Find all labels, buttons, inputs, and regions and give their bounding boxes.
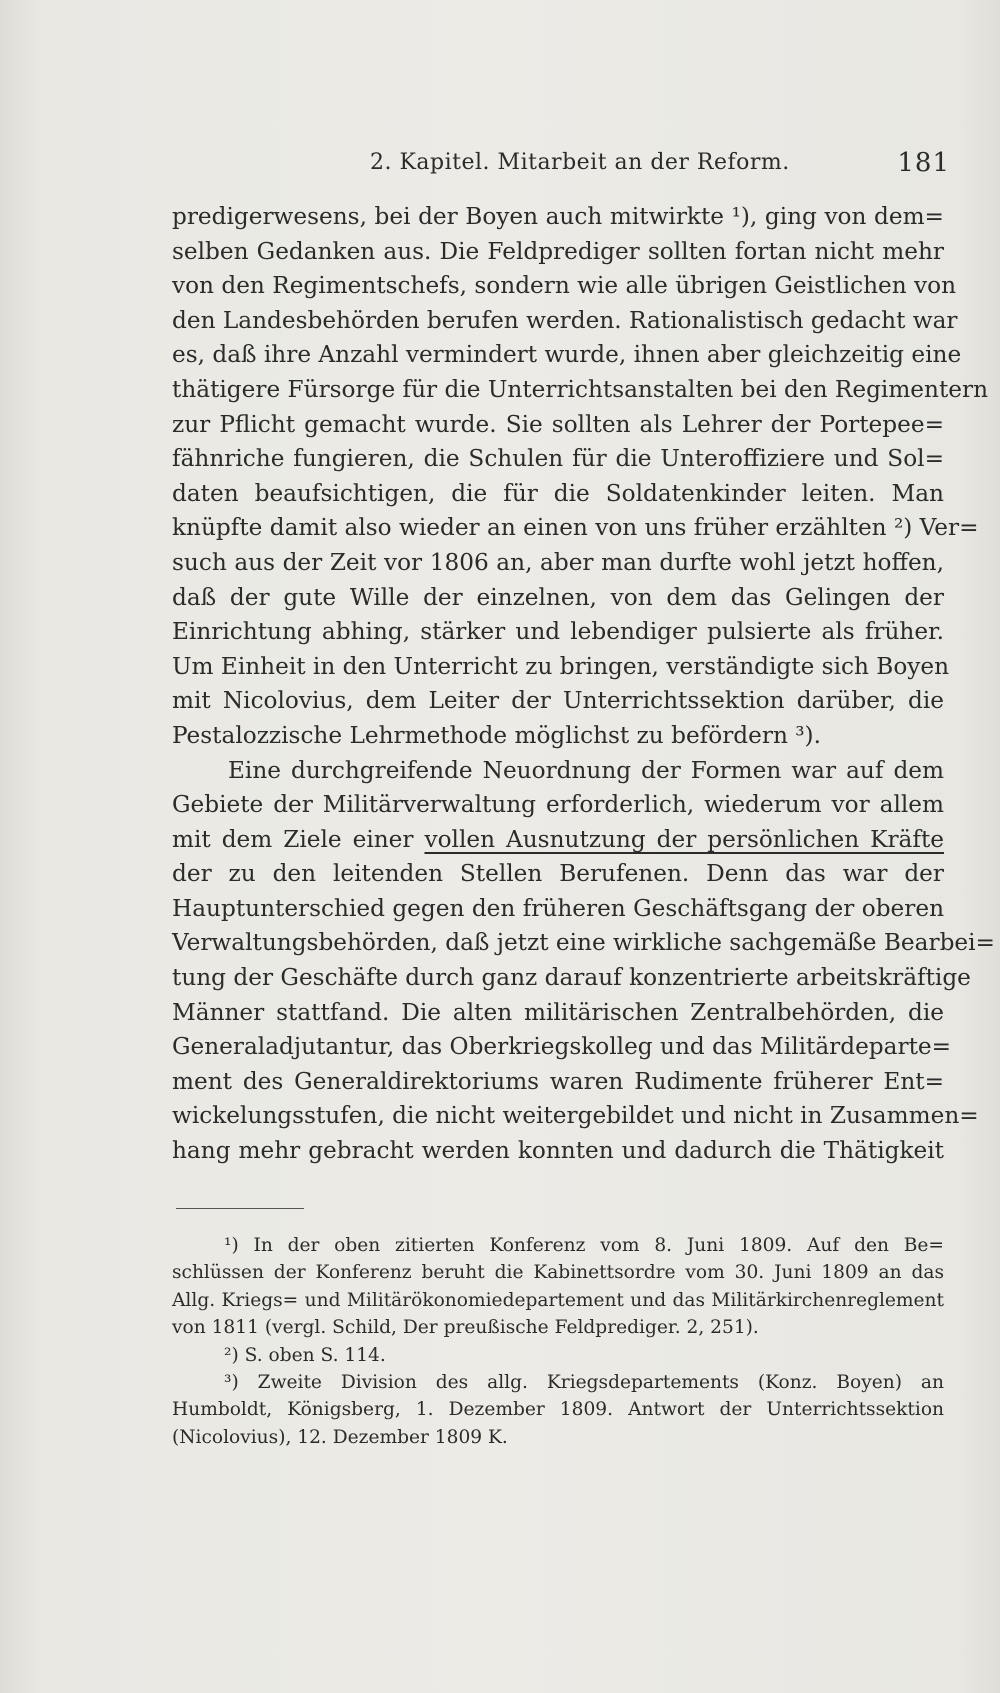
text-line: Generaladjutantur, das Oberkriegskolleg und das Militärdeparte= <box>172 1033 952 1061</box>
text-line: den Landesbehörden berufen werden. Rationalistisch gedacht war <box>172 306 958 334</box>
text-line: Um Einheit in den Unterricht zu bringen, verständigte sich Boyen <box>172 652 950 680</box>
text-line: Einrichtung abhing, stärker und lebendiger pulsierte als früher. <box>172 618 944 646</box>
text-line: daß der gute Wille der einzelnen, von dem das Gelingen der <box>172 583 944 611</box>
text-line: hang mehr gebracht werden konnten und dadurch die Thätigkeit <box>172 1137 944 1165</box>
text-line: such aus der Zeit vor 1806 an, aber man durfte wohl jetzt hoffen, <box>172 548 944 576</box>
footnote-3-line: (Nicolovius), 12. Dezember 1809 K. <box>172 1426 508 1448</box>
text-line: selben Gedanken aus. Die Feldprediger sollten fortan nicht mehr <box>172 237 944 265</box>
text-line: Hauptunterschied gegen den früheren Geschäftsgang der oberen <box>172 894 944 922</box>
footnote-divider <box>176 1208 304 1209</box>
text-line: knüpfte damit also wieder an einen von uns früher erzählten ²) Ver= <box>172 514 979 542</box>
text-line: Gebiete der Militärverwaltung erforderlich, wiederum vor allem <box>172 791 944 819</box>
running-title: 2. Kapitel. Mitarbeit an der Reform. <box>370 150 790 175</box>
footnote-3-line: Humboldt, Königsberg, 1. Dezember 1809. Antwort der Unterrichtssektion <box>172 1399 944 1421</box>
text-line: thätigere Fürsorge für die Unterrichtsanstalten bei den Regimentern <box>172 375 989 403</box>
text-line: der zu den leitenden Stellen Berufenen. Denn das war der <box>172 860 944 888</box>
footnote-1-line: Allg. Kriegs= und Militärökonomiedepartement und das Militärkirchenreglement <box>172 1289 944 1311</box>
text-line: Männer stattfand. Die alten militärischen Zentralbehörden, die <box>172 998 944 1026</box>
footnotes <box>172 1232 944 1451</box>
footnote-1-line: von 1811 (vergl. Schild, Der preußische Feldprediger. 2, 251). <box>172 1317 759 1339</box>
paragraph-start-line: Eine durchgreifende Neuordnung der Formen war auf dem <box>228 756 944 784</box>
footnote-1-line: schlüssen der Konferenz beruht die Kabinettsordre vom 30. Juni 1809 an das <box>172 1262 944 1284</box>
footnote-2: ²) S. oben S. 114. <box>224 1344 386 1366</box>
text-line: wickelungsstufen, die nicht weitergebildet und nicht in Zusammen= <box>172 1102 979 1130</box>
text-line: fähnriche fungieren, die Schulen für die Unteroffiziere und Sol= <box>172 445 944 473</box>
underlined-phrase: vollen Ausnutzung der persönlichen Kräfte <box>424 825 944 853</box>
page-number: 181 <box>897 148 950 178</box>
main-text <box>172 200 995 1169</box>
paragraph-end-line: Pestalozzische Lehrmethode möglichst zu befördern ³). <box>172 721 821 749</box>
footnote-1-line: ¹) In der oben zitierten Konferenz vom 8. Juni 1809. Auf den Be= <box>224 1235 944 1256</box>
text-line: zur Pflicht gemacht wurde. Sie sollten als Lehrer der Portepee= <box>172 410 944 438</box>
text-line: von den Regimentschefs, sondern wie alle übrigen Geistlichen von <box>172 272 957 300</box>
text-line: ment des Generaldirektoriums waren Rudimente früherer Ent= <box>172 1067 944 1095</box>
text-line: predigerwesens, bei der Boyen auch mitwirkte ¹), ging von dem= <box>172 203 944 230</box>
text-line: Verwaltungsbehörden, daß jetzt eine wirkliche sachgemäße Bearbei= <box>172 929 995 957</box>
text-line: tung der Geschäfte durch ganz darauf konzentrierte arbeitskräftige <box>172 964 971 992</box>
page-header <box>170 150 950 190</box>
underlined-text-line: mit dem Ziele einer vollen Ausnutzung der persönlichen Kräfte <box>172 825 944 853</box>
footnote-3-line: ³) Zweite Division des allg. Kriegsdepartements (Konz. Boyen) an <box>224 1372 944 1394</box>
text-line: mit Nicolovius, dem Leiter der Unterrichtssektion darüber, die <box>172 687 944 715</box>
text-line: es, daß ihre Anzahl vermindert wurde, ihnen aber gleichzeitig eine <box>172 341 962 369</box>
text-line: daten beaufsichtigen, die für die Soldatenkinder leiten. Man <box>172 479 944 507</box>
